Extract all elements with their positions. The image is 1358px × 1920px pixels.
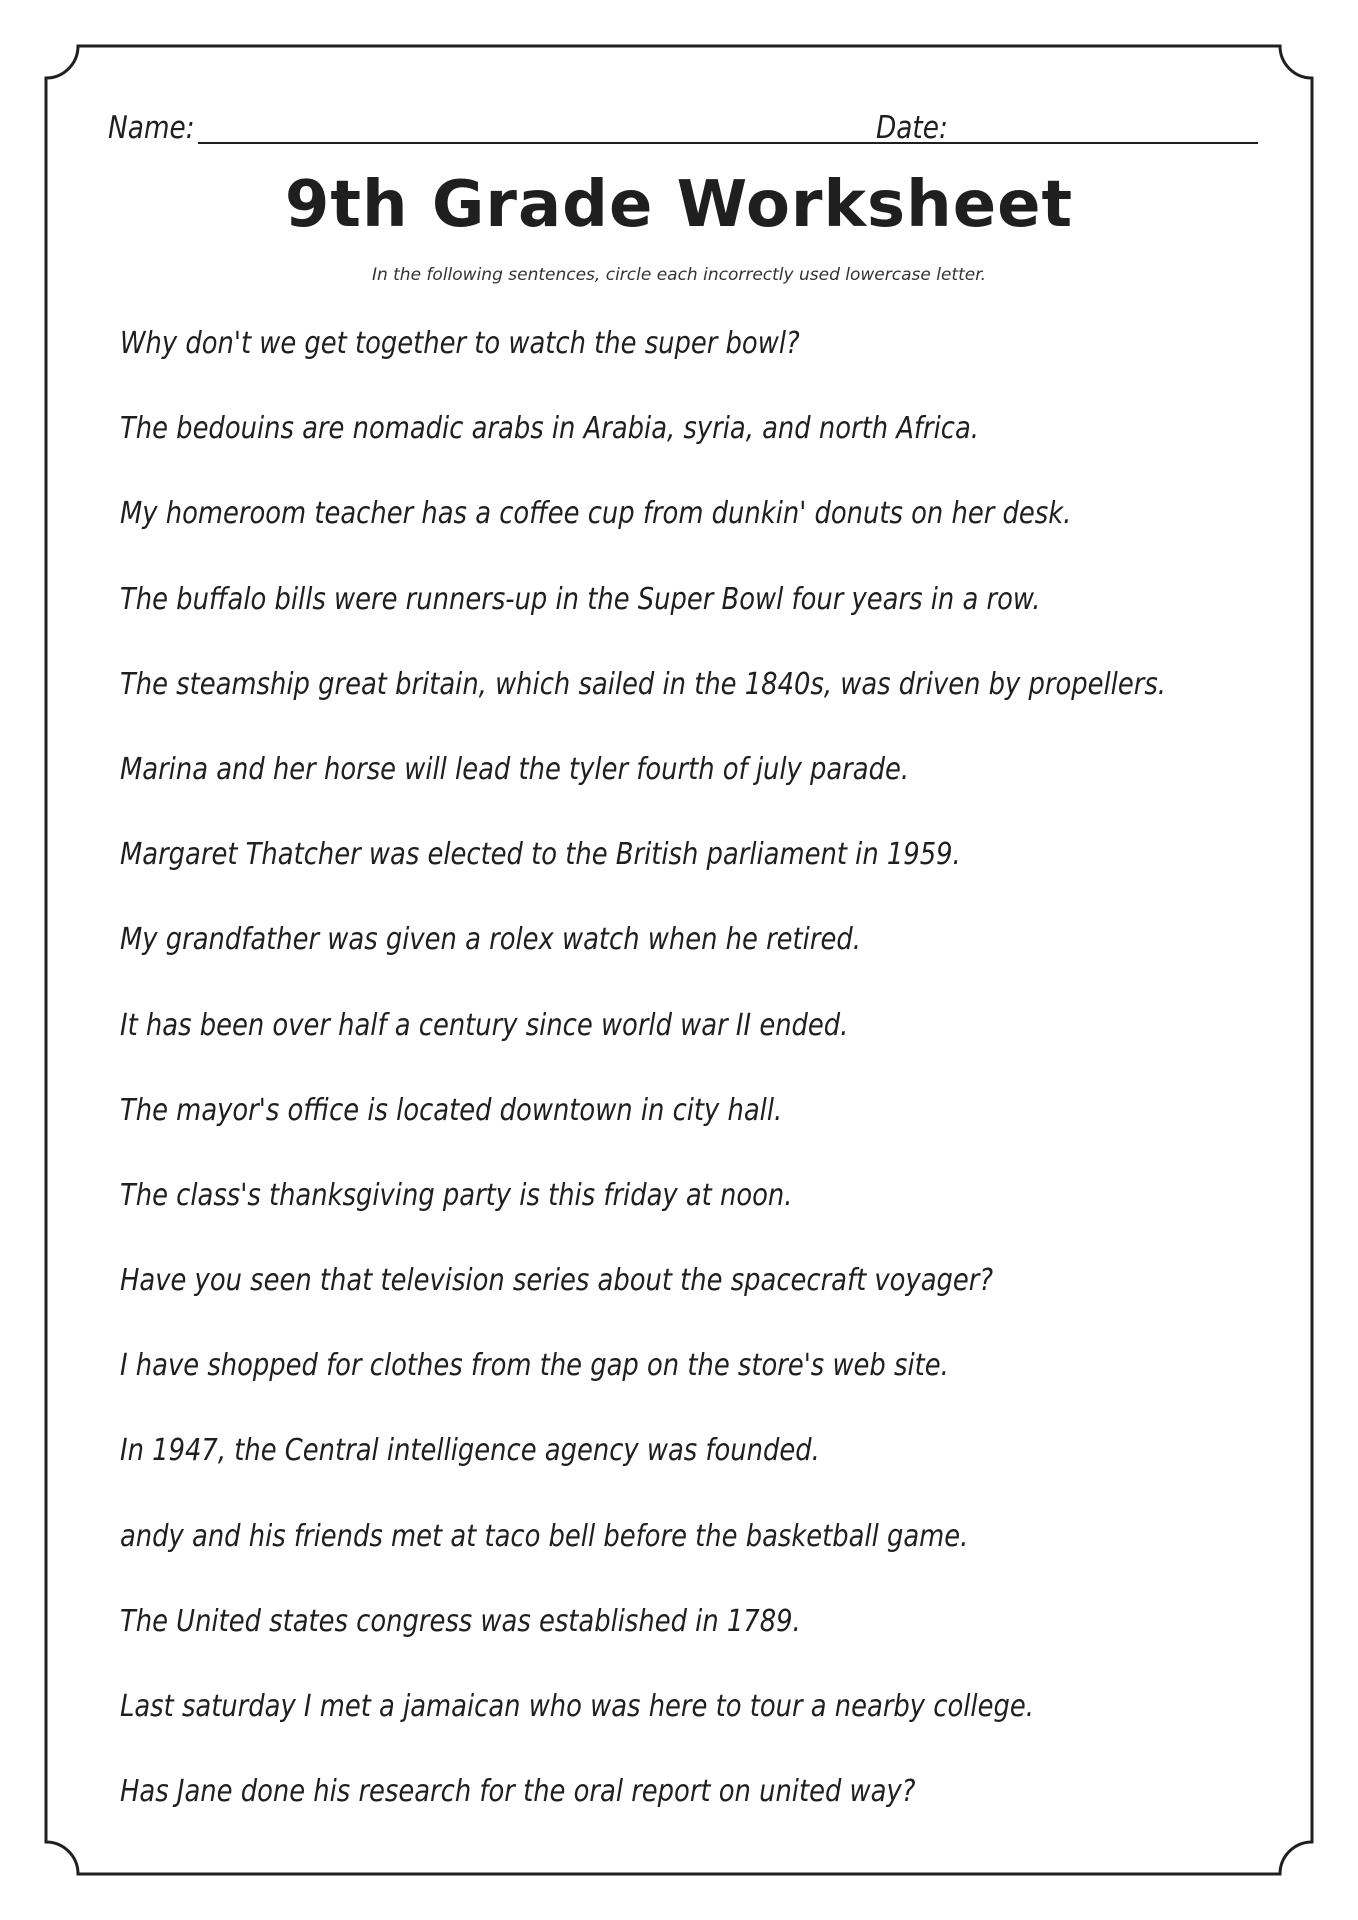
sentence-item: The mayor's office is located downtown in city hall. — [120, 1092, 783, 1128]
sentence-item: The bedouins are nomadic arabs in Arabia, syria, and north Africa. — [120, 411, 979, 447]
sentence-item: It has been over half a century since world war II ended. — [120, 1007, 849, 1043]
sentence-item: Last saturday I met a jamaican who was here to tour a nearby college. — [120, 1689, 1034, 1724]
sentence-item: The steamship great britain, which sailed in the 1840s, was driven by propellers. — [120, 666, 1166, 702]
sentence-item: My grandfather was given a rolex watch when he retired. — [120, 922, 861, 958]
sentence-item: Margaret Thatcher was elected to the British parliament in 1959. — [120, 837, 961, 873]
sentence-item: Has Jane done his research for the oral report on united way? — [120, 1774, 916, 1810]
sentence-item: andy and his friends met at taco bell before the basketball game. — [120, 1518, 969, 1554]
sentence-list — [120, 320, 1260, 1853]
name-date-row — [108, 108, 1258, 158]
sentence-item: The United states congress was established in 1789. — [120, 1603, 801, 1639]
sentence-item: The buffalo bills were runners-up in the Super Bowl four years in a row. — [120, 581, 1041, 617]
sentence-item: Why don't we get together to watch the super bowl? — [120, 326, 800, 361]
sentence-item: I have shopped for clothes from the gap on the store's web site. — [120, 1348, 949, 1384]
date-label: Date: — [876, 110, 948, 146]
sentence-item: Marina and her horse will lead the tyler fourth of july parade. — [120, 751, 910, 787]
date-field[interactable] — [956, 142, 1258, 144]
sentence-item: My homeroom teacher has a coffee cup from dunkin' donuts on her desk. — [120, 496, 1072, 532]
sentence-item: In 1947, the Central intelligence agency was founded. — [120, 1433, 820, 1469]
sentence-item: The class's thanksgiving party is this friday at noon. — [120, 1177, 793, 1213]
name-label: Name: — [108, 110, 195, 146]
name-field[interactable] — [198, 142, 960, 144]
sentence-item: Have you seen that television series about the spacecraft voyager? — [120, 1263, 994, 1299]
instructions-text: In the following sentences, circle each incorrectly used lowercase letter. — [371, 265, 987, 285]
page-title: 9th Grade Worksheet — [284, 168, 1074, 242]
